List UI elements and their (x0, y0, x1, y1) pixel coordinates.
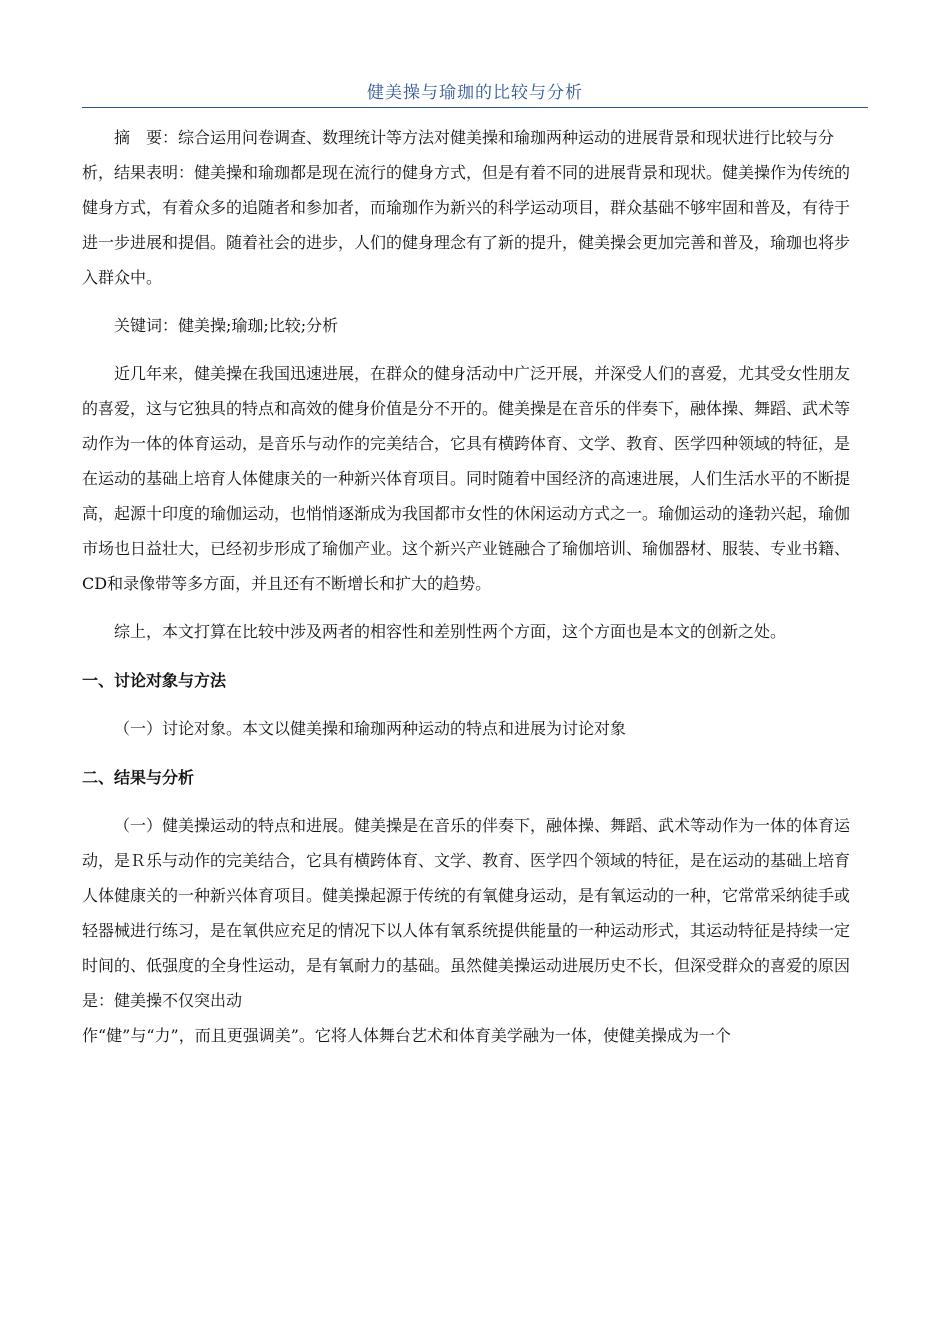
keywords-paragraph: 关键词：健美操;瑜珈;比较;分析 (114, 316, 339, 335)
section1-heading: 一、讨论对象与方法 (82, 671, 227, 690)
abstract-paragraph: 摘 要：综合运用问卷调查、数理统计等方法对健美操和瑜珈两种运动的进展背景和现状进行比较与分析，结果表明：健美操和瑜珈都是现在流行的健身方式，但是有着不同的进展背景和现状。健美操作为传统的健身方式，有着众多的追随者和参加者，而瑜珈作为新兴的科学运动项目，群众基础不够牢固和普及，有待于进一步进展和提倡。随着社会的进步，人们的健身理念有了新的提升，健美操会更加完善和普及，瑜珈也将步入群众中。 (82, 128, 851, 287)
section1-paragraph: （一）讨论对象。本文以健美操和瑜珈两种运动的特点和进展为讨论对象 (114, 719, 627, 738)
summary-paragraph: 综上，本文打算在比较中涉及两者的相容性和差别性两个方面，这个方面也是本文的创新之处。 (114, 622, 787, 641)
section2-heading: 二、结果与分析 (82, 768, 195, 787)
section2-paragraph: （一）健美操运动的特点和进展。健美操是在音乐的伴奏下，融体操、舞蹈、武术等动作为一体的体育运动，是Ｒ乐与动作的完美结合，它具有横跨体育、文学、教育、医学四个领域的特征，是在运动的基础上培育人体健康关的一种新兴体育项目。健美操起源于传统的有氧健身运动，是有氧运动的一种，它常常采纳徒手或轻器械进行练习，是在氧供应充足的情况下以人体有氧系统提供能量的一种运动形式，其运动特征是持续一定时间的、低强度的全身性运动，是有氧耐力的基础。虽然健美操运动进展历史不长，但深受群众的喜爱的原因是：健美操不仅突出动 (82, 816, 851, 1010)
intro-paragraph: 近几年来，健美操在我国迅速进展，在群众的健身活动中广泛开展，并深受人们的喜爱，尤其受女性朋友的喜爱，这与它独具的特点和高效的健身价值是分不开的。健美操是在音乐的伴奏下，融体操、舞蹈、武术等动作为一体的体育运动，是音乐与动作的完美结合，它具有横跨体育、文学、教育、医学四种领域的特征，是在运动的基础上培育人体健康关的一种新兴体育项目。同时随着中国经济的高速进展，人们生活水平的不断提高，起源十印度的瑜伽运动，也悄悄逐渐成为我国都市女性的休闲运动方式之一。瑜伽运动的逢勃兴起，瑜伽市场也日益壮大，已经初步形成了瑜伽产业。这个新兴产业链融合了瑜伽培训、瑜伽器材、服装、专业书籍、CD和录像带等多方面，并且还有不断增长和扩大的趋势。 (82, 364, 851, 593)
page-header-title: 健美操与瑜珈的比较与分析 (367, 83, 583, 103)
section2-paragraph-continued: 作“健”与“力”，而且更强调美”。它将人体舞台艺术和体育美学融为一体，使健美操成为一个 (82, 1026, 731, 1045)
document-body (82, 120, 860, 1053)
header-divider (82, 107, 868, 108)
